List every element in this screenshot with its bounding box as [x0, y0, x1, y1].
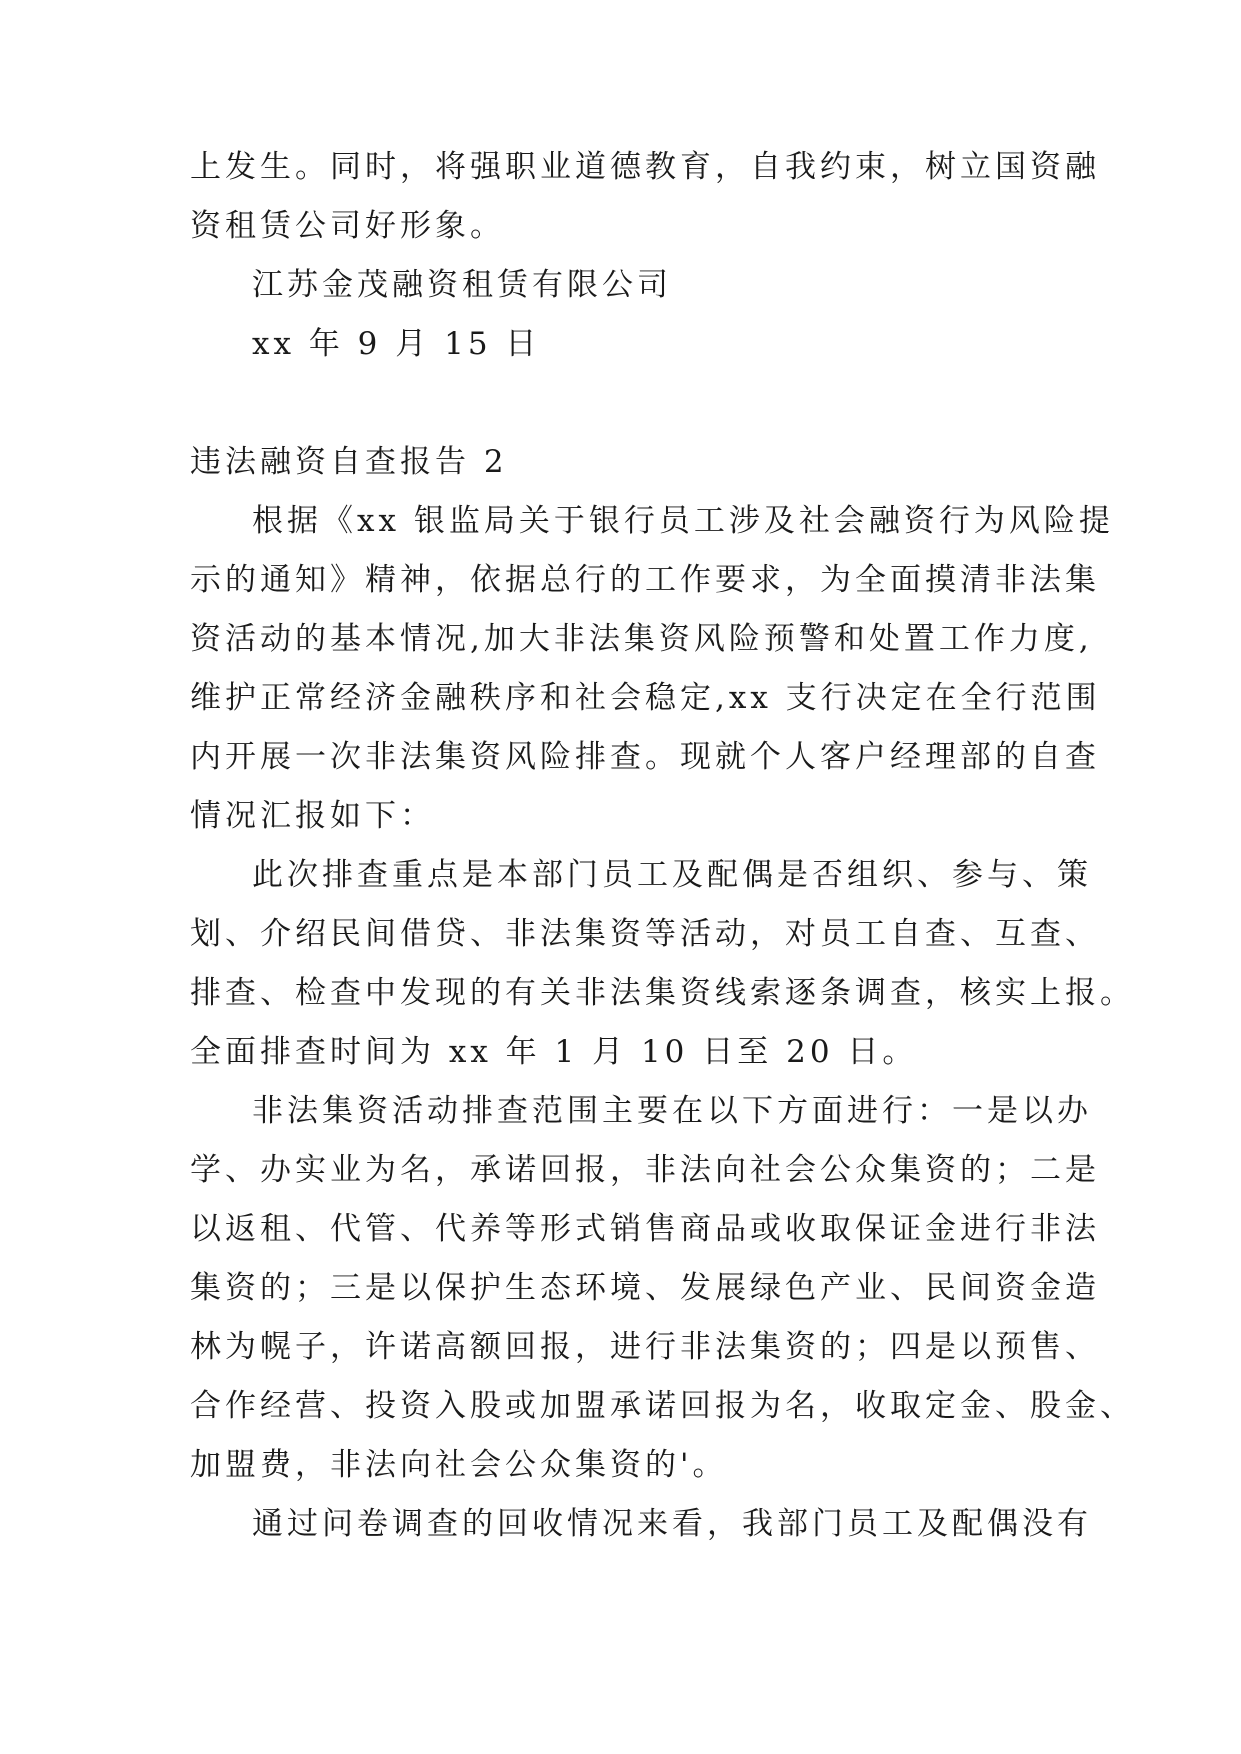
signature-date: xx 年 9 月 15 日	[252, 326, 541, 362]
paragraph-line: 通过问卷调查的回收情况来看，我部门员工及配偶没有	[252, 1506, 1092, 1542]
paragraph-line: 资租赁公司好形象。	[190, 208, 505, 244]
paragraph-line: 示的通知》精神，依据总行的工作要求，为全面摸清非法集	[190, 562, 1100, 598]
paragraph-line: 划、介绍民间借贷、非法集资等活动，对员工自查、互查、	[190, 916, 1100, 952]
paragraph-line: 合作经营、投资入股或加盟承诺回报为名，收取定金、股金、	[190, 1388, 1135, 1424]
paragraph-line: 根据《xx 银监局关于银行员工涉及社会融资行为风险提	[252, 503, 1114, 539]
paragraph-line: 维护正常经济金融秩序和社会稳定,xx 支行决定在全行范围	[190, 680, 1101, 716]
paragraph-line: 全面排查时间为 xx 年 1 月 10 日至 20 日。	[190, 1034, 918, 1070]
paragraph-line: 内开展一次非法集资风险排查。现就个人客户经理部的自查	[190, 739, 1100, 775]
paragraph-line: 加盟费，非法向社会公众集资的'。	[190, 1447, 728, 1483]
paragraph-line: 排查、检查中发现的有关非法集资线索逐条调查，核实上报。	[190, 975, 1135, 1011]
paragraph-line: 资活动的基本情况,加大非法集资风险预警和处置工作力度,	[190, 621, 1093, 657]
signature-company: 江苏金茂融资租赁有限公司	[252, 267, 672, 303]
paragraph-line: 学、办实业为名，承诺回报，非法向社会公众集资的；二是	[190, 1152, 1100, 1188]
paragraph-line: 集资的；三是以保护生态环境、发展绿色产业、民间资金造	[190, 1270, 1100, 1306]
paragraph-line: 上发生。同时，将强职业道德教育，自我约束，树立国资融	[190, 149, 1100, 185]
paragraph-line: 以返租、代管、代养等形式销售商品或收取保证金进行非法	[190, 1211, 1100, 1247]
paragraph-line: 情况汇报如下：	[190, 798, 435, 834]
paragraph-line: 此次排查重点是本部门员工及配偶是否组织、参与、策	[252, 857, 1092, 893]
section-title: 违法融资自查报告 2	[190, 444, 508, 480]
paragraph-line: 非法集资活动排查范围主要在以下方面进行：一是以办	[252, 1093, 1092, 1129]
paragraph-line: 林为幌子，许诺高额回报，进行非法集资的；四是以预售、	[190, 1329, 1100, 1365]
